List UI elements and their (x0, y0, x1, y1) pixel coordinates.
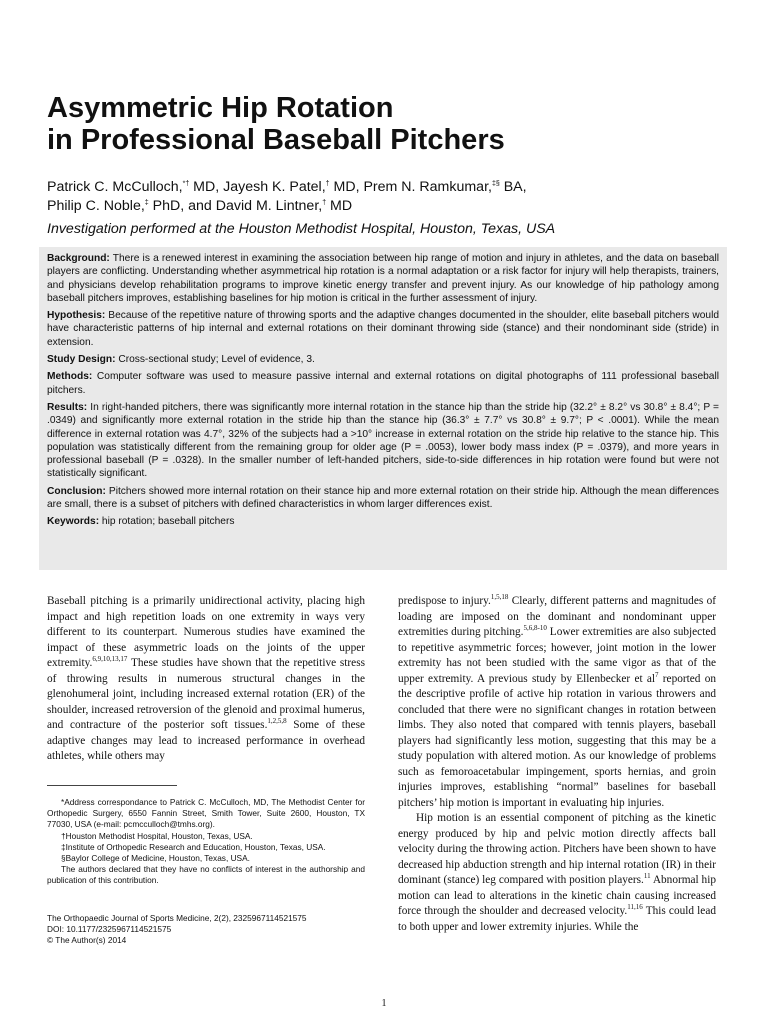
body-text: Hip motion is an essential component of pitching as the kinetic energy produced by hip and pelvic motion directly affects ball velocity during the throwing action. Pitchers have been shown to have decreased hip abduction strength and hip internal rotation (IR) in their dominant (stance) leg compared with position players. (398, 812, 716, 886)
body-text: reported on the descriptive profile of active hip rotation in various throwers and concluded that there were no significant changes in rotation between limbs. They also noted that compared with tennis players, baseball players had significantly less motion, suggesting that this may be a study population with altered motion. As our knowledge of problems such as femoroacetabular impingement, sports hernias, and groin injuries improves, establishing “normal” baselines for baseball pitchers’ hip motion is important in evaluating hip injuries. (398, 672, 716, 809)
abstract-label: Background: (47, 253, 110, 264)
abstract-label: Study Design: (47, 354, 116, 366)
abstract-background (47, 252, 719, 305)
author-affiliation-mark: *† (182, 180, 190, 188)
author-affiliation-mark: ‡§ (491, 180, 500, 188)
author-degree: BA, (499, 179, 527, 195)
author-list (47, 178, 727, 216)
footnote-correspondence: *Address correspondance to Patrick C. McCulloch, MD, The Methodist Center for Orthopedic Surgery, 6550 Fannin Street, Smith Tower, Suite 2600, Houston, TX 77030, USA (e-mail: pcmcculloch@tmhs.org). (47, 797, 365, 830)
abstract-conclusion (47, 485, 719, 512)
journal-doi: DOI: 10.1177/2325967114521575 (47, 924, 172, 935)
reference-mark: 7 (655, 670, 659, 679)
article-title (47, 92, 727, 156)
abstract-text: Pitchers showed more internal rotation on their stance hip and more external rotation on their stride hip. Although the mean differences are small, there is a subset of pitchers with defined characteristics in whom larger differences exist. (47, 485, 719, 511)
abstract-label: Hypothesis: (47, 310, 106, 322)
abstract-box (39, 247, 727, 570)
abstract-text: Cross-sectional study; Level of evidence, 3. (115, 354, 315, 366)
body-paragraph (398, 594, 716, 811)
body-text: Baseball pitching is a primarily unidirectional activity, placing high impact and high repetition loads on one extremity in ways very different to its counterpart. Numerous studies have examined the impact of these asymmetric loads on the joints of the upper extremity. (47, 595, 365, 669)
abstract-text: hip rotation; baseball pitchers (99, 516, 235, 528)
body-paragraph (47, 594, 365, 765)
investigation-site: Investigation performed at the Houston Methodist Hospital, Houston, Texas, USA (47, 221, 556, 237)
journal-citation: The Orthopaedic Journal of Sports Medicine, 2(2), 2325967114521575 (47, 913, 307, 923)
author-affiliation-mark: ‡ (144, 199, 149, 207)
author-degree: MD, (329, 179, 360, 195)
journal-copyright: © The Author(s) 2014 (47, 935, 127, 946)
abstract-results (47, 401, 719, 481)
reference-mark: 5,6,8-10 (523, 624, 547, 633)
body-text: Lower extremities are also subjected to repetitive asymmetric forces; however, joint motion in the lower extremity has not been studied with the same vigor as that of the upper extremity. A previous study by Ellenbecker et al (398, 626, 716, 685)
author-degree: PhD, (148, 198, 185, 214)
author-line-2 (47, 197, 727, 216)
reference-mark: 1,5,18 (490, 593, 509, 602)
author-affiliation-mark: † (325, 180, 330, 188)
abstract-study-design (47, 353, 719, 366)
author-name: Jayesh K. Patel, (219, 179, 326, 195)
title-line-1: Asymmetric Hip Rotation (47, 92, 394, 124)
abstract-label: Methods: (47, 371, 93, 383)
author-name: Patrick C. McCulloch, (47, 179, 183, 195)
body-text: These studies have shown that the repetitive stress of throwing results in numerous structural changes in the glenohumeral joint, including increased external rotation (ER) of the shoulder, increased retroversion of the glenoid and proximal humerus, and contracture of the posterior soft tissues. (47, 657, 365, 731)
footnote-conflict: The authors declared that they have no conflicts of interest in the authorship and publication of this contribution. (47, 864, 365, 886)
body-text: Clearly, different patterns and magnitudes of loading are imposed on the dominant and nondominant upper extremities during pitching. (398, 595, 716, 638)
footnote-divider (47, 785, 177, 786)
abstract-label: Results: (47, 401, 88, 413)
abstract-methods (47, 370, 719, 397)
author-name: and David M. Lintner, (184, 198, 323, 214)
abstract-text: Computer software was used to measure passive internal and external rotations on digital photographs of 111 professional baseball pitchers. (47, 371, 719, 396)
body-text: Some of these adaptive changes may lead to increased performance in overhead athletes, while others may (47, 719, 365, 762)
footnote-affiliation: §Baylor College of Medicine, Houston, Texas, USA. (61, 853, 250, 864)
abstract-label: Keywords: (47, 516, 100, 528)
reference-mark: 11,16 (627, 903, 643, 912)
title-line-2: in Professional Baseball Pitchers (47, 124, 505, 156)
body-text: This could lead to both upper and lower extremity injuries. While the (398, 905, 716, 933)
abstract-hypothesis (47, 309, 719, 349)
footnote-affiliation: ‡Institute of Orthopedic Research and Education, Houston, Texas, USA. (61, 841, 326, 852)
reference-mark: 6,9,10,13,17 (92, 655, 128, 664)
body-text: Abnormal hip motion can lead to alterations in the kinetic chain causing increased force through the shoulder and decreased velocity. (398, 874, 716, 917)
author-affiliation-mark: † (322, 199, 327, 207)
author-name: Philip C. Noble, (47, 198, 145, 214)
author-degree: MD, (189, 179, 220, 195)
author-degree: MD (326, 198, 353, 214)
reference-mark: 1,2,5,8 (267, 717, 287, 726)
body-column-right (398, 594, 716, 935)
abstract-text: In right-handed pitchers, there was significantly more internal rotation in the stance hip than the stride hip (32.2° ± 8.2° vs 30.8° ± 8.4°; P = .0349) and significantly more external rotation in the stride hip than the stance hip (36.3° ± 7.7° vs 30.8° ± 9.7°; P < .0001). While the mean difference in external rotation was 4.7°, 32% of the subjects had a >10° increase in external rotation on the stride hip relative to the stance hip. This population was statistically different from the remaining group for older age (P = .0053), lower body mass index (P = .0379), and more years in professional baseball (P = .0328). In the smaller number of left-handed pitchers, side-to-side differences in hip rotation were found but were not statistically significant. (47, 401, 719, 480)
abstract-text: There is a renewed interest in examining the association between hip range of motion and injury in athletes, and the data on baseball players are conflicting. Understanding whether asymmetrical hip rotation is a normal adaptation or a risk factor for injury will help therapists, trainers, and physicians develop rehabilitation programs to improve kinetic energy transfer and prevent injury. As our knowledge of hip pathology among baseball pitchers improves, establishing baselines for hip motion is critical in the further assessment of injury. (47, 253, 719, 304)
reference-mark: 11 (643, 872, 651, 881)
author-line-1 (47, 178, 727, 197)
abstract-text: Because of the repetitive nature of throwing sports and the adaptive changes documented in the shoulder, elite baseball pitchers would have characteristic patterns of hip internal and external rotations on their dominant throwing side (stance) and their nondominant side (stride) in extension. (47, 310, 719, 348)
author-name: Prem N. Ramkumar, (359, 179, 492, 195)
body-column-left (47, 594, 365, 765)
footnote-affiliation: †Houston Methodist Hospital, Houston, Texas, USA. (61, 830, 253, 841)
journal-info (47, 913, 365, 947)
footnotes (47, 797, 365, 887)
page-number: 1 (381, 998, 387, 1009)
abstract-label: Conclusion: (47, 485, 106, 497)
abstract-keywords (47, 515, 719, 528)
body-paragraph (398, 811, 716, 935)
body-text: predispose to injury. (398, 595, 491, 607)
